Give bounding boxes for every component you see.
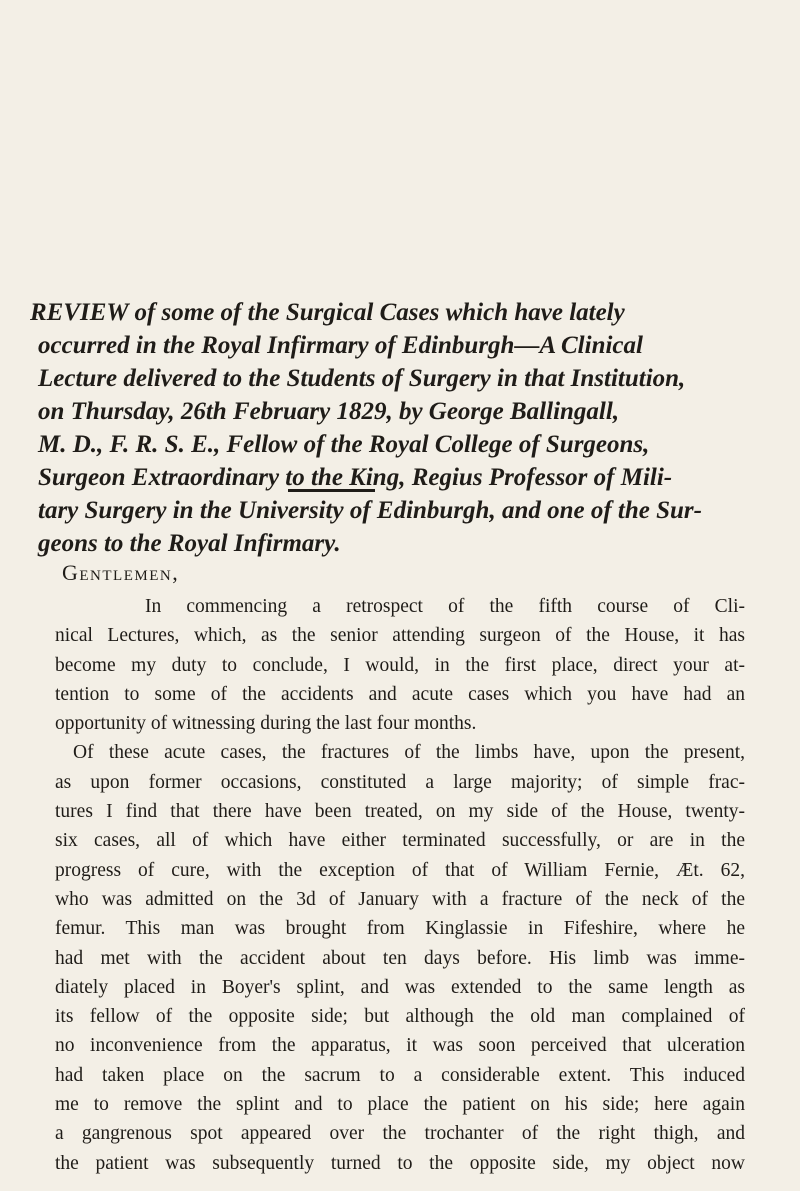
body-line: no inconvenience from the apparatus, it was soon perceived that ulceration — [55, 1035, 745, 1057]
body-line: femur. This man was brought from Kinglassie in Fifeshire, where he — [55, 918, 745, 940]
body-line: as upon former occasions, constituted a large majority; of simple frac- — [55, 771, 745, 793]
body-line: had taken place on the sacrum to a considerable extent. This induced — [55, 1064, 745, 1086]
heading-line: tary Surgery in the University of Edinburgh, and one of the Sur- — [38, 497, 702, 524]
review-heading — [30, 296, 768, 560]
body-line: its fellow of the opposite side; but although the old man complained of — [55, 1006, 745, 1028]
body-line: tures I find that there have been treated, on my side of the House, twenty- — [55, 801, 745, 823]
body-line: become my duty to conclude, I would, in the first place, direct your at- — [55, 654, 745, 676]
body-line: Of these acute cases, the fractures of the limbs have, upon the present, — [73, 742, 745, 764]
body-line: nical Lectures, which, as the senior attending surgeon of the House, it has — [55, 625, 745, 647]
heading-line: REVIEW of some of the Surgical Cases which have lately — [30, 299, 625, 326]
body-line: the patient was subsequently turned to the opposite side, my object now — [55, 1152, 745, 1174]
heading-line: Surgeon Extraordinary to the King, Regius Professor of Mili- — [38, 464, 673, 491]
heading-line: M. D., F. R. S. E., Fellow of the Royal College of Surgeons, — [38, 431, 650, 458]
heading-line: occurred in the Royal Infirmary of Edinburgh—A Clinical — [38, 332, 643, 359]
heading-line: on Thursday, 26th February 1829, by George Ballingall, — [38, 398, 620, 425]
body-line: In commencing a retrospect of the fifth course of Cli- — [145, 596, 745, 617]
body-line: progress of cure, with the exception of that of William Fernie, Æt. 62, — [55, 859, 745, 881]
lecture-body — [55, 592, 745, 1178]
body-line: me to remove the splint and to place the patient on his side; here again — [55, 1094, 745, 1116]
heading-line: geons to the Royal Infirmary. — [38, 530, 341, 557]
body-line: tention to some of the accidents and acute cases which you have had an — [55, 683, 745, 705]
body-line: a gangrenous spot appeared over the trochanter of the right thigh, and — [55, 1123, 745, 1145]
body-line: diately placed in Boyer's splint, and was extended to the same length as — [55, 976, 745, 998]
body-line: six cases, all of which have either terminated successfully, or are in the — [55, 830, 745, 852]
body-line: opportunity of witnessing during the last four months. — [55, 713, 477, 735]
body-line: who was admitted on the 3d of January with a fracture of the neck of the — [55, 888, 745, 910]
body-line: had met with the accident about ten days before. His limb was imme- — [55, 947, 745, 969]
salutation: Gentlemen, — [62, 560, 180, 585]
heading-line: Lecture delivered to the Students of Surgery in that Institution, — [38, 365, 686, 392]
section-divider — [288, 489, 375, 492]
